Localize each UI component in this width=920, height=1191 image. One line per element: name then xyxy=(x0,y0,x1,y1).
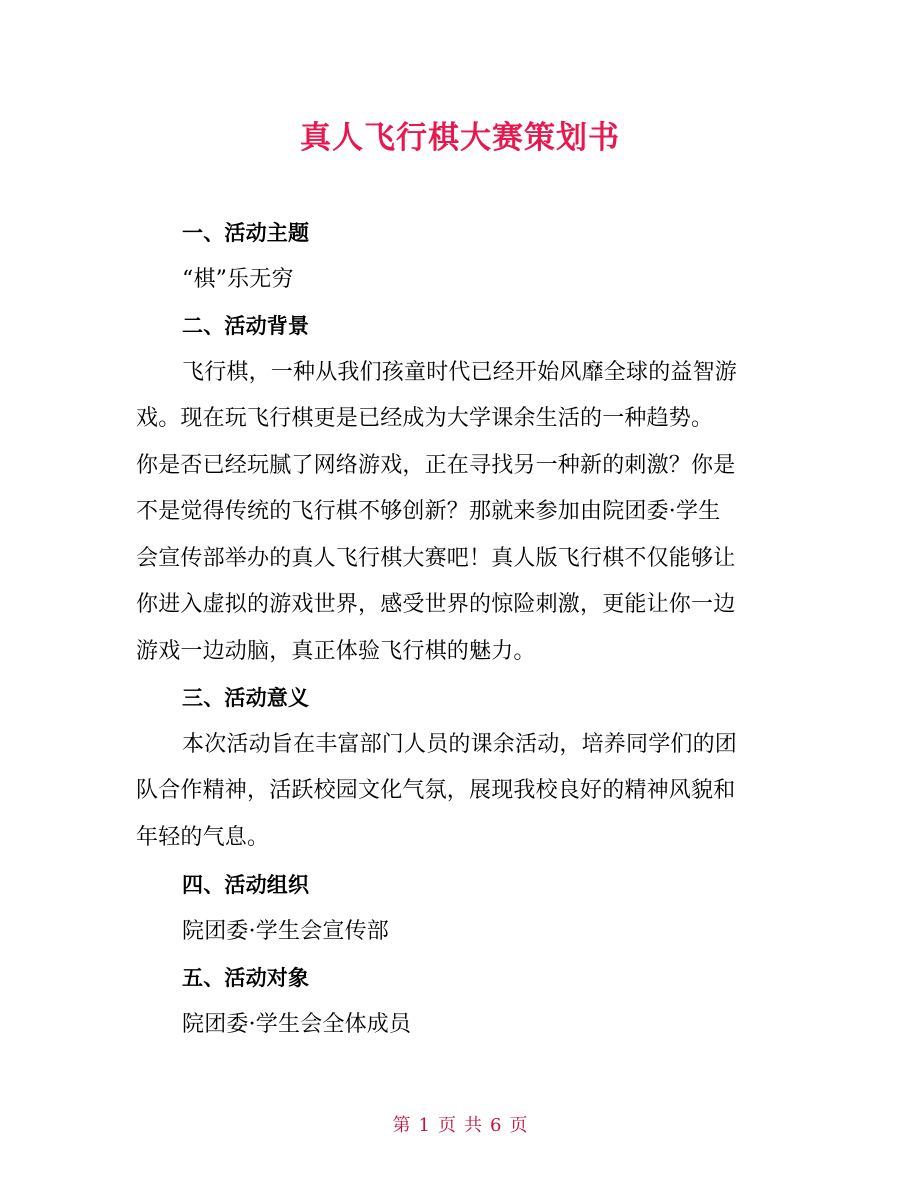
paragraph-line: 本次活动旨在丰富部门人员的课余活动，培养同学们的团 xyxy=(182,732,738,757)
paragraph-line: 队合作精神，活跃校园文化气氛，展现我校良好的精神风貌和 xyxy=(136,778,736,803)
page-footer xyxy=(0,1113,920,1139)
section-heading-audience: 五、活动对象 xyxy=(182,966,310,990)
footer-current-page: 1 xyxy=(418,1115,430,1136)
paragraph-line: 你进入虚拟的游戏世界，感受世界的惊险刺激，更能让你一边 xyxy=(136,592,736,617)
section-heading-significance: 三、活动意义 xyxy=(182,686,310,710)
paragraph-line: 游戏一边动脑，真正体验飞行棋的魅力。 xyxy=(136,639,536,664)
section-text-organizer: 院团委·学生会宣传部 xyxy=(182,919,389,944)
section-heading-background: 二、活动背景 xyxy=(182,314,310,338)
paragraph-line: 飞行棋，一种从我们孩童时代已经开始风靡全球的益智游 xyxy=(182,360,738,385)
section-heading-organizer: 四、活动组织 xyxy=(182,873,310,897)
footer-page-word-end: 页 xyxy=(509,1115,528,1136)
footer-prefix: 第 xyxy=(392,1115,411,1136)
paragraph-line: 戏。现在玩飞行棋更是已经成为大学课余生活的一种趋势。 xyxy=(136,406,714,431)
paragraph-line: 年轻的气息。 xyxy=(136,825,270,850)
footer-page-word: 页 xyxy=(438,1115,456,1136)
document-title: 真人飞行棋大赛策划书 xyxy=(300,120,620,156)
footer-total-pages: 6 xyxy=(490,1115,502,1136)
paragraph-line: 会宣传部举办的真人飞行棋大赛吧！真人版飞行棋不仅能够让 xyxy=(136,546,736,571)
paragraph-line: 你是否已经玩腻了网络游戏，正在寻找另一种新的刺激？你是 xyxy=(136,453,736,478)
section-text-theme: “棋”乐无穷 xyxy=(182,267,294,292)
section-heading-theme: 一、活动主题 xyxy=(182,221,310,245)
footer-total-label: 共 xyxy=(464,1115,482,1136)
section-text-audience: 院团委·学生会全体成员 xyxy=(182,1012,412,1037)
paragraph-line: 不是觉得传统的飞行棋不够创新？那就来参加由院团委·学生 xyxy=(136,499,721,524)
